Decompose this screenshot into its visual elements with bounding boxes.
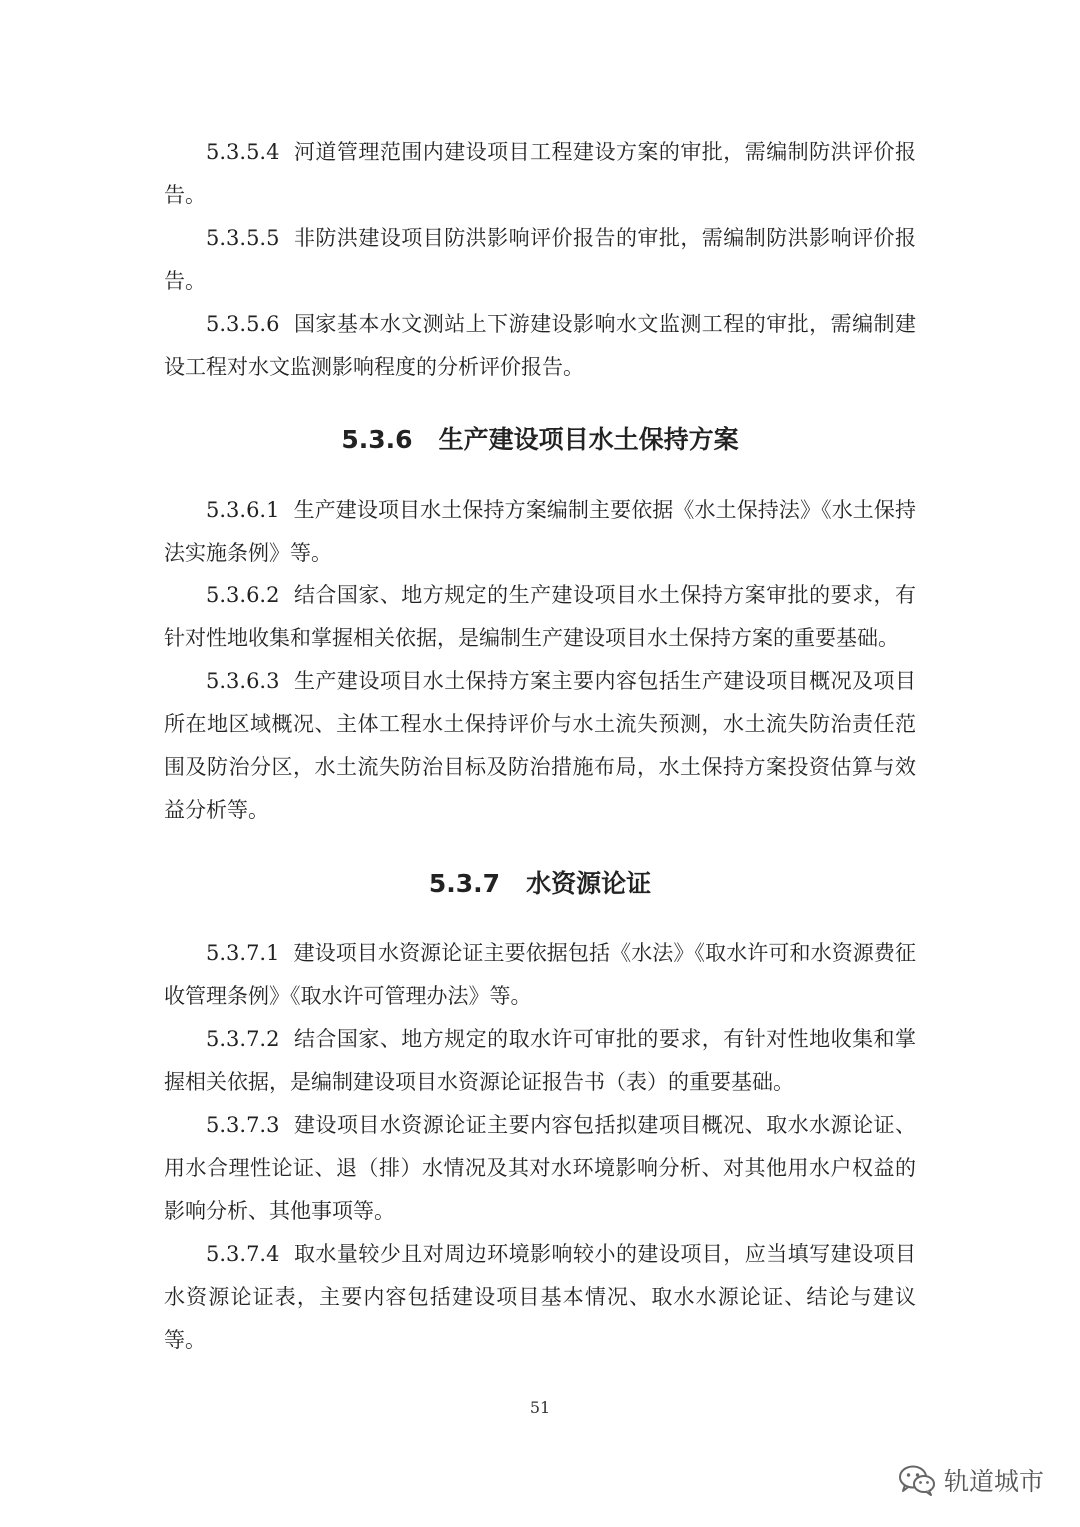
clause-text: 结合国家、地方规定的取水许可审批的要求，有针对性地收集和掌握相关依据，是编制建设项目水资源论证报告书（表）的重要基础。 (164, 1027, 916, 1094)
clause-number: 5.3.5.6 (206, 312, 280, 336)
clause-number: 5.3.7.2 (206, 1027, 280, 1051)
page-number: 51 (529, 1398, 551, 1417)
paragraph-5-3-6-3 (164, 660, 916, 832)
clause-number: 5.3.6.2 (206, 583, 280, 607)
clause-number: 5.3.6.1 (206, 498, 280, 522)
wechat-icon (898, 1464, 936, 1496)
section-number: 5.3.7 (428, 869, 501, 898)
watermark (898, 1462, 1044, 1498)
watermark-text: 轨道城市 (943, 1467, 1044, 1496)
clause-text: 结合国家、地方规定的生产建设项目水土保持方案审批的要求，有针对性地收集和掌握相关依据，是编制生产建设项目水土保持方案的重要基础。 (164, 583, 916, 650)
section-heading-5-3-6 (0, 420, 1080, 456)
clause-number: 5.3.6.3 (206, 669, 280, 693)
clause-number: 5.3.5.5 (206, 226, 280, 250)
section-number: 5.3.6 (341, 425, 413, 454)
clause-text: 生产建设项目水土保持方案主要内容包括生产建设项目概况及项目所在地区域概况、主体工程水土保持评价与水土流失预测，水土流失防治责任范围及防治分区，水土流失防治目标及防治措施布局，水土保持方案投资估算与效益分析等。 (164, 669, 916, 822)
clause-text: 非防洪建设项目防洪影响评价报告的审批，需编制防洪影响评价报告。 (164, 226, 916, 293)
clause-number: 5.3.7.1 (206, 941, 280, 965)
paragraph-5-3-7-2 (164, 1018, 916, 1104)
paragraph-5-3-7-3 (164, 1104, 916, 1233)
clause-number: 5.3.7.4 (206, 1242, 280, 1266)
clause-text: 国家基本水文测站上下游建设影响水文监测工程的审批，需编制建设工程对水文监测影响程度的分析评价报告。 (164, 312, 916, 379)
paragraph-5-3-5-5 (164, 217, 916, 303)
paragraph-5-3-7-1 (164, 932, 916, 1018)
clause-text: 建设项目水资源论证主要内容包括拟建项目概况、取水水源论证、用水合理性论证、退（排）水情况及其对水环境影响分析、对其他用水户权益的影响分析、其他事项等。 (164, 1113, 916, 1223)
clause-number: 5.3.7.3 (206, 1113, 280, 1137)
clause-text: 建设项目水资源论证主要依据包括《水法》《取水许可和水资源费征收管理条例》《取水许可管理办法》等。 (164, 941, 916, 1008)
section-title: 生产建设项目水土保持方案 (438, 425, 739, 454)
paragraph-5-3-6-2 (164, 574, 916, 660)
clause-text: 河道管理范围内建设项目工程建设方案的审批，需编制防洪评价报告。 (164, 140, 916, 207)
paragraph-5-3-6-1 (164, 489, 916, 575)
clause-number: 5.3.5.4 (206, 140, 280, 164)
clause-text: 取水量较少且对周边环境影响较小的建设项目，应当填写建设项目水资源论证表，主要内容包括建设项目基本情况、取水水源论证、结论与建议等。 (164, 1242, 916, 1352)
section-heading-5-3-7 (0, 864, 1080, 900)
paragraph-5-3-5-6 (164, 303, 916, 389)
clause-text: 生产建设项目水土保持方案编制主要依据《水土保持法》《水土保持法实施条例》等。 (164, 498, 916, 565)
paragraph-5-3-7-4 (164, 1233, 916, 1362)
paragraph-5-3-5-4 (164, 131, 916, 217)
section-title: 水资源论证 (526, 869, 652, 898)
